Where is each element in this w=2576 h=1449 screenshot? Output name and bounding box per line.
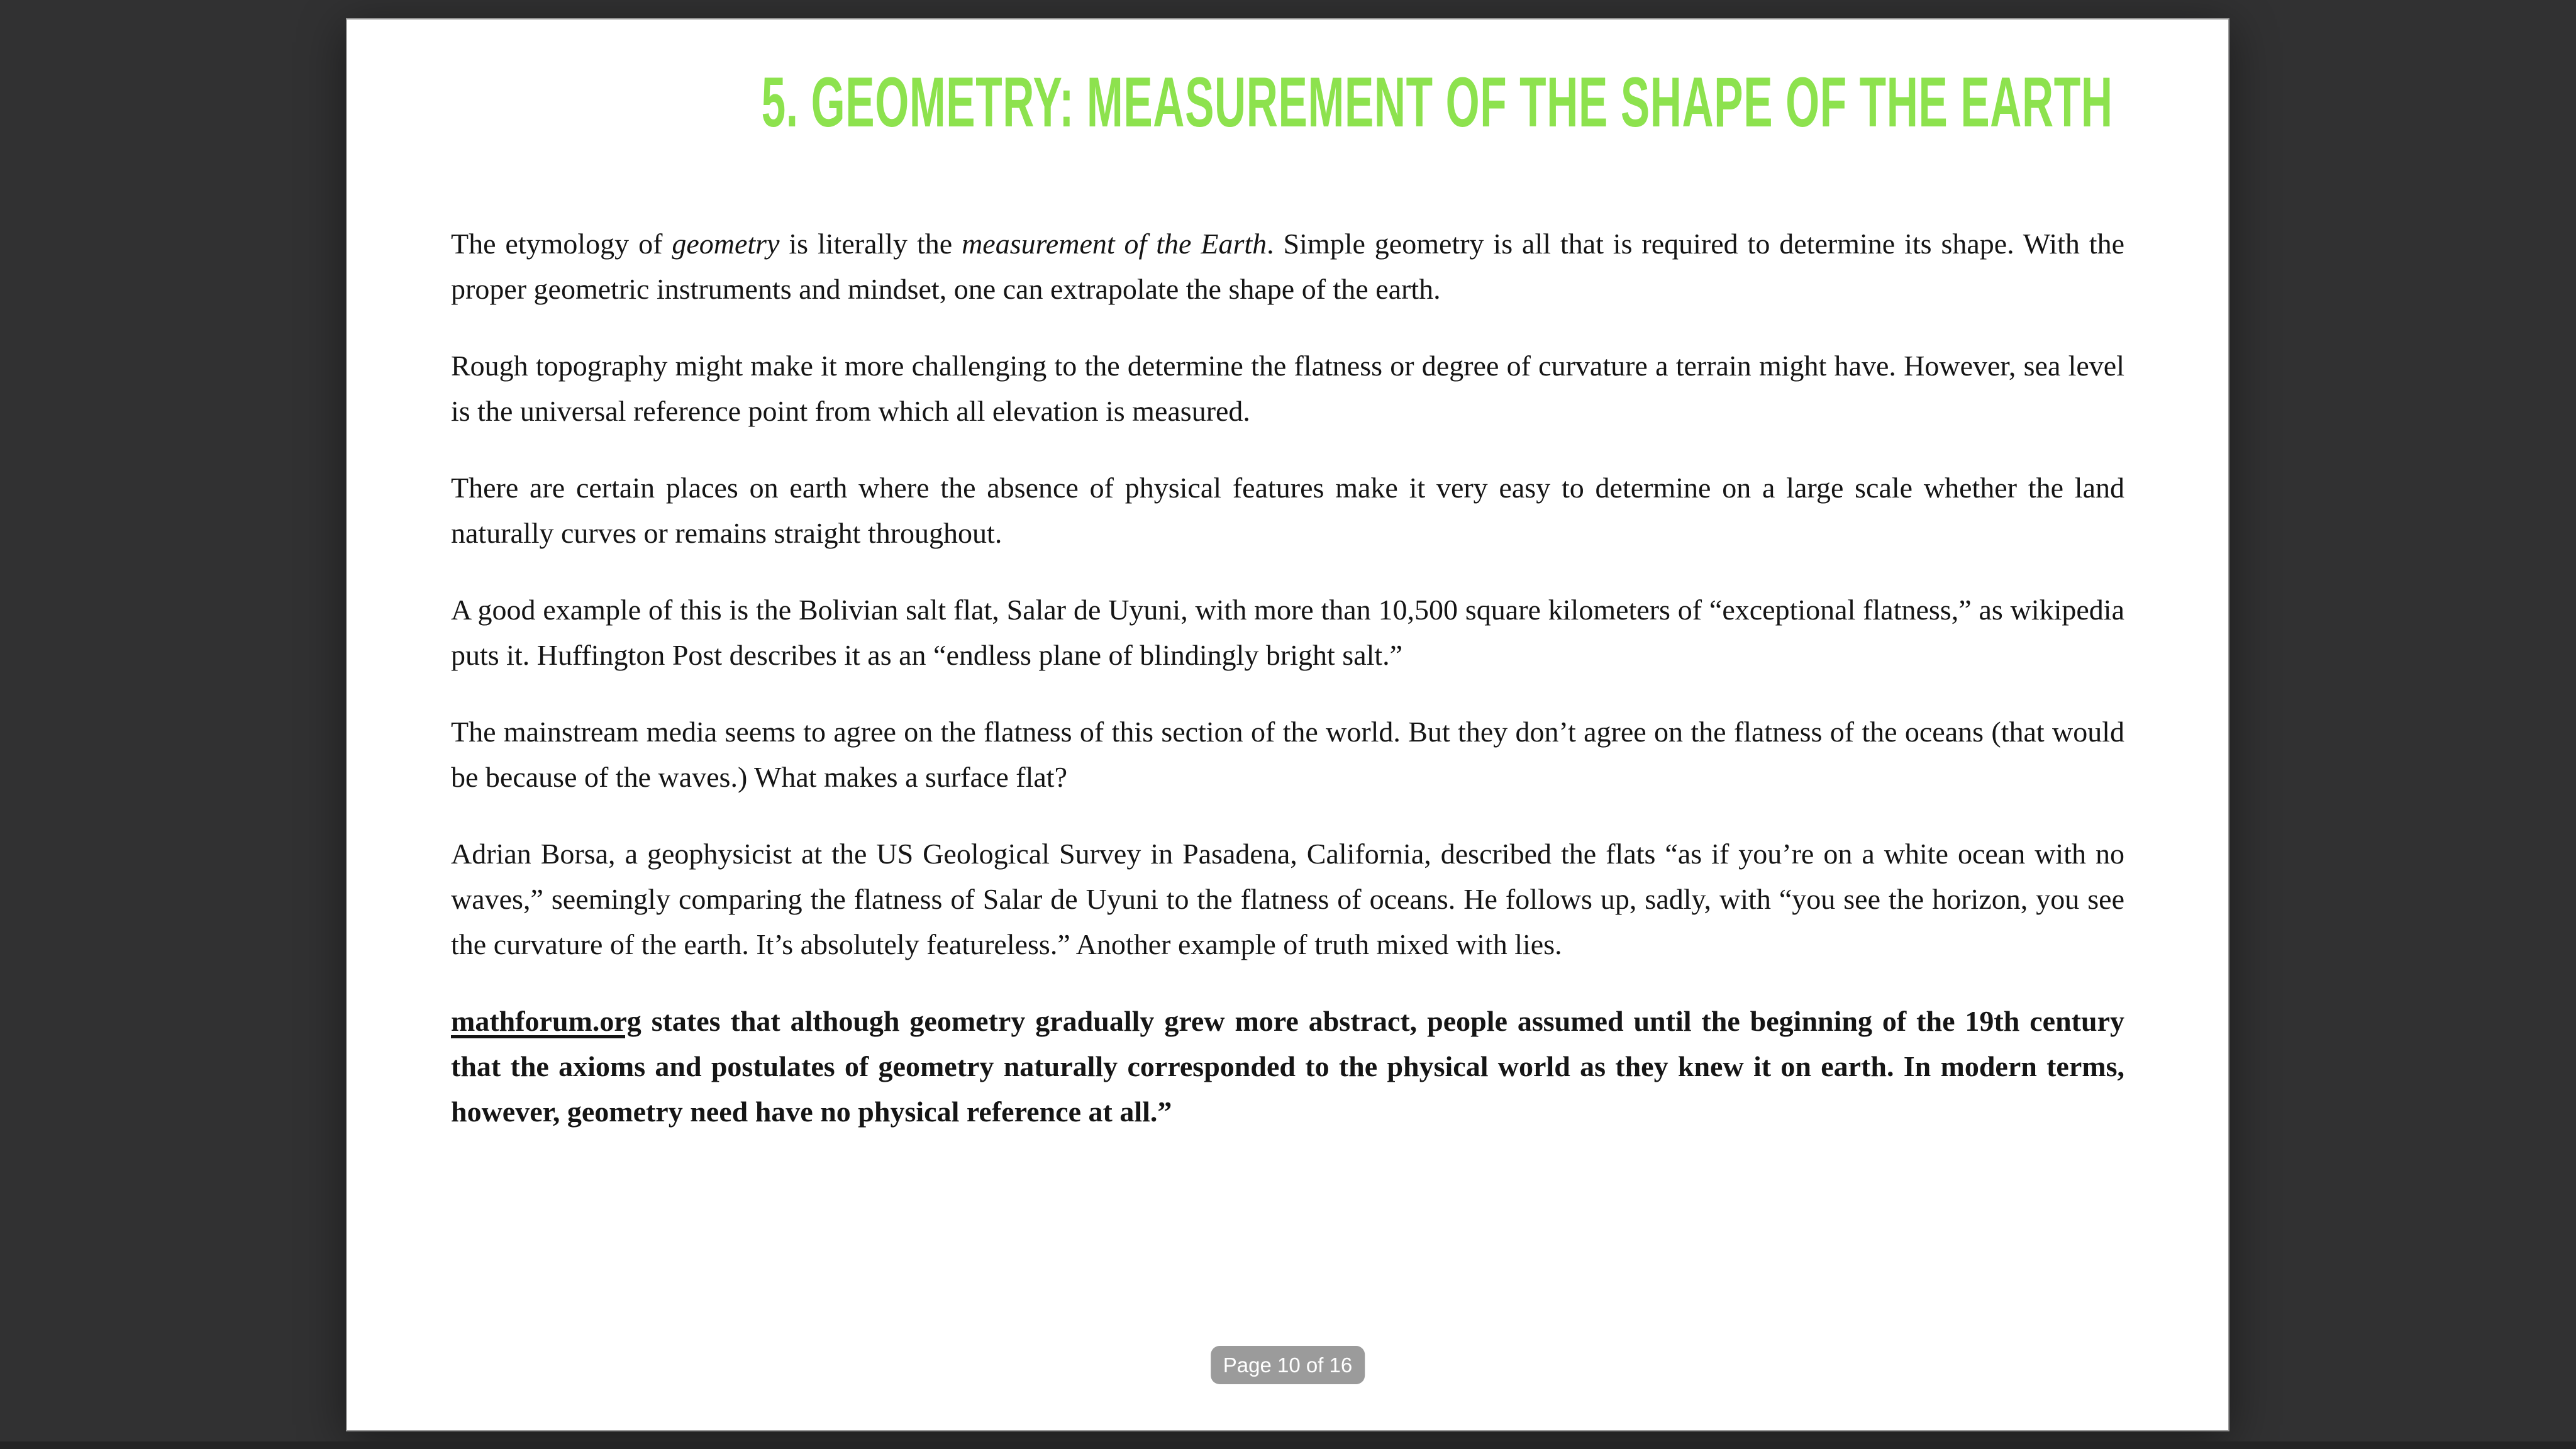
window-bottom-edge [0, 1441, 2576, 1449]
paragraph: Adrian Borsa, a geophysicist at the US Geological Survey in Pasadena, California, described the flats “as if you’re on a white ocean with no waves,” seemingly comparing the flatness of Salar de Uyuni to the flatness of oceans. He follows up, sadly, with “you see the horizon, you see the curvature of the earth. It’s absolutely featureless.” Another example of truth mixed with lies. [451, 838, 2124, 961]
paragraph: The mainstream media seems to agree on the flatness of this section of the world. But they don’t agree on the flatness of the oceans (that would be because of the waves.) What makes a surface flat? [451, 716, 2124, 794]
paragraph: mathforum.org states that although geometry gradually grew more abstract, people assumed until the beginning of the 19th century that the axioms and postulates of geometry naturally corresponded to the physical world as they knew it on earth. In modern terms, however, geometry need have no physical reference at all.” [451, 1005, 2124, 1128]
chapter-title-row [347, 64, 2228, 141]
page-content [451, 221, 2124, 1135]
mathforum-link[interactable]: mathforum.org [451, 1005, 641, 1038]
paragraph: Rough topography might make it more challenging to the determine the flatness or degree of curvature a terrain might have. However, sea level is the universal reference point from which all elevation is measured. [451, 350, 2124, 428]
book-page [346, 18, 2229, 1431]
paragraph: A good example of this is the Bolivian salt flat, Salar de Uyuni, with more than 10,500 square kilometers of “exceptional flatness,” as wikipedia puts it. Huffington Post describes it as an “endless plane of blindingly bright salt.” [451, 594, 2124, 672]
paragraph: The etymology of geometry is literally the measurement of the Earth. Simple geometry is all that is required to determine its shape. With the proper geometric instruments and mindset, one can extrapolate the shape of the earth. [451, 228, 2125, 306]
chapter-title: 5. GEOMETRY: MEASUREMENT OF THE SHAPE OF THE EARTH [761, 63, 2113, 142]
page-indicator-label: Page 10 of 16 [1223, 1353, 1353, 1377]
paragraph: There are certain places on earth where the absence of physical features make it very easy to determine on a large scale whether the land naturally curves or remains straight throughout. [451, 472, 2124, 550]
page-indicator-badge [1211, 1346, 1365, 1384]
